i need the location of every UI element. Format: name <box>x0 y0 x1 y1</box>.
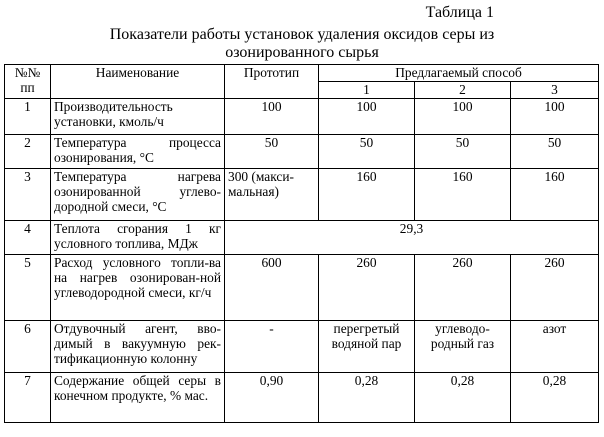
row-value-3: 0,28 <box>511 373 599 423</box>
row-name: Расход условного топли-ва на нагрев озонирован-ной углеводородной смеси, кг/ч <box>51 255 225 321</box>
table-row <box>5 169 599 221</box>
row-prototype: 50 <box>225 135 319 169</box>
row-name: Температура нагрева озонированной углево-дородной смеси, °С <box>51 169 225 221</box>
row-name: Температура процесса озонирования, °С <box>51 135 225 169</box>
row-value-1: 0,28 <box>319 373 415 423</box>
row-value-3: 100 <box>511 99 599 135</box>
row-prototype: 100 <box>225 99 319 135</box>
row-prototype: 300 (макси-мальная) <box>225 169 319 221</box>
row-num: 1 <box>5 99 51 135</box>
row-name: Производительность установки, кмоль/ч <box>51 99 225 135</box>
table-row <box>5 99 599 135</box>
row-name: Отдувочный агент, вво-димый в вакуумную рек-тификационную колонну <box>51 321 225 373</box>
row-name: Теплота сгорания 1 кг условного топлива, МДж <box>51 221 225 255</box>
row-value-3: 50 <box>511 135 599 169</box>
row-num: 6 <box>5 321 51 373</box>
table-title-line-1: Показатели работы установок удаления оксидов серы из <box>109 26 495 43</box>
data-table <box>4 64 599 423</box>
table-title <box>0 26 604 62</box>
table-label: Таблица 1 <box>425 4 494 21</box>
row-value-3: азот <box>511 321 599 373</box>
row-num: 5 <box>5 255 51 321</box>
row-num: 7 <box>5 373 51 423</box>
row-prototype: - <box>225 321 319 373</box>
row-value-2: 100 <box>415 99 511 135</box>
header-num: №№ пп <box>5 65 51 99</box>
row-num: 3 <box>5 169 51 221</box>
row-num: 4 <box>5 221 51 255</box>
row-value-1: 50 <box>319 135 415 169</box>
table-row <box>5 255 599 321</box>
table-row <box>5 373 599 423</box>
row-num: 2 <box>5 135 51 169</box>
row-value-2: углеводо-родный газ <box>415 321 511 373</box>
row-prototype: 0,90 <box>225 373 319 423</box>
row-value-2: 0,28 <box>415 373 511 423</box>
row-value-3: 260 <box>511 255 599 321</box>
header-sub-1: 1 <box>319 82 415 99</box>
header-sub-2: 2 <box>415 82 511 99</box>
row-name: Содержание общей серы в конечном продукте, % мас. <box>51 373 225 423</box>
header-proposed: Предлагаемый способ <box>319 65 599 82</box>
row-prototype: 600 <box>225 255 319 321</box>
row-value-1: 100 <box>319 99 415 135</box>
row-value-1: 260 <box>319 255 415 321</box>
row-merged-value: 29,3 <box>225 221 599 255</box>
header-name: Наименование <box>51 65 225 99</box>
row-value-2: 160 <box>415 169 511 221</box>
row-value-2: 260 <box>415 255 511 321</box>
table-row <box>5 221 599 255</box>
table-row <box>5 135 599 169</box>
row-value-1: перегретый водяной пар <box>319 321 415 373</box>
row-value-1: 160 <box>319 169 415 221</box>
row-value-2: 50 <box>415 135 511 169</box>
row-value-3: 160 <box>511 169 599 221</box>
header-prototype: Прототип <box>225 65 319 99</box>
table-row <box>5 321 599 373</box>
table-title-line-2: озонированного сырья <box>225 44 379 61</box>
header-sub-3: 3 <box>511 82 599 99</box>
header-row <box>5 65 599 82</box>
